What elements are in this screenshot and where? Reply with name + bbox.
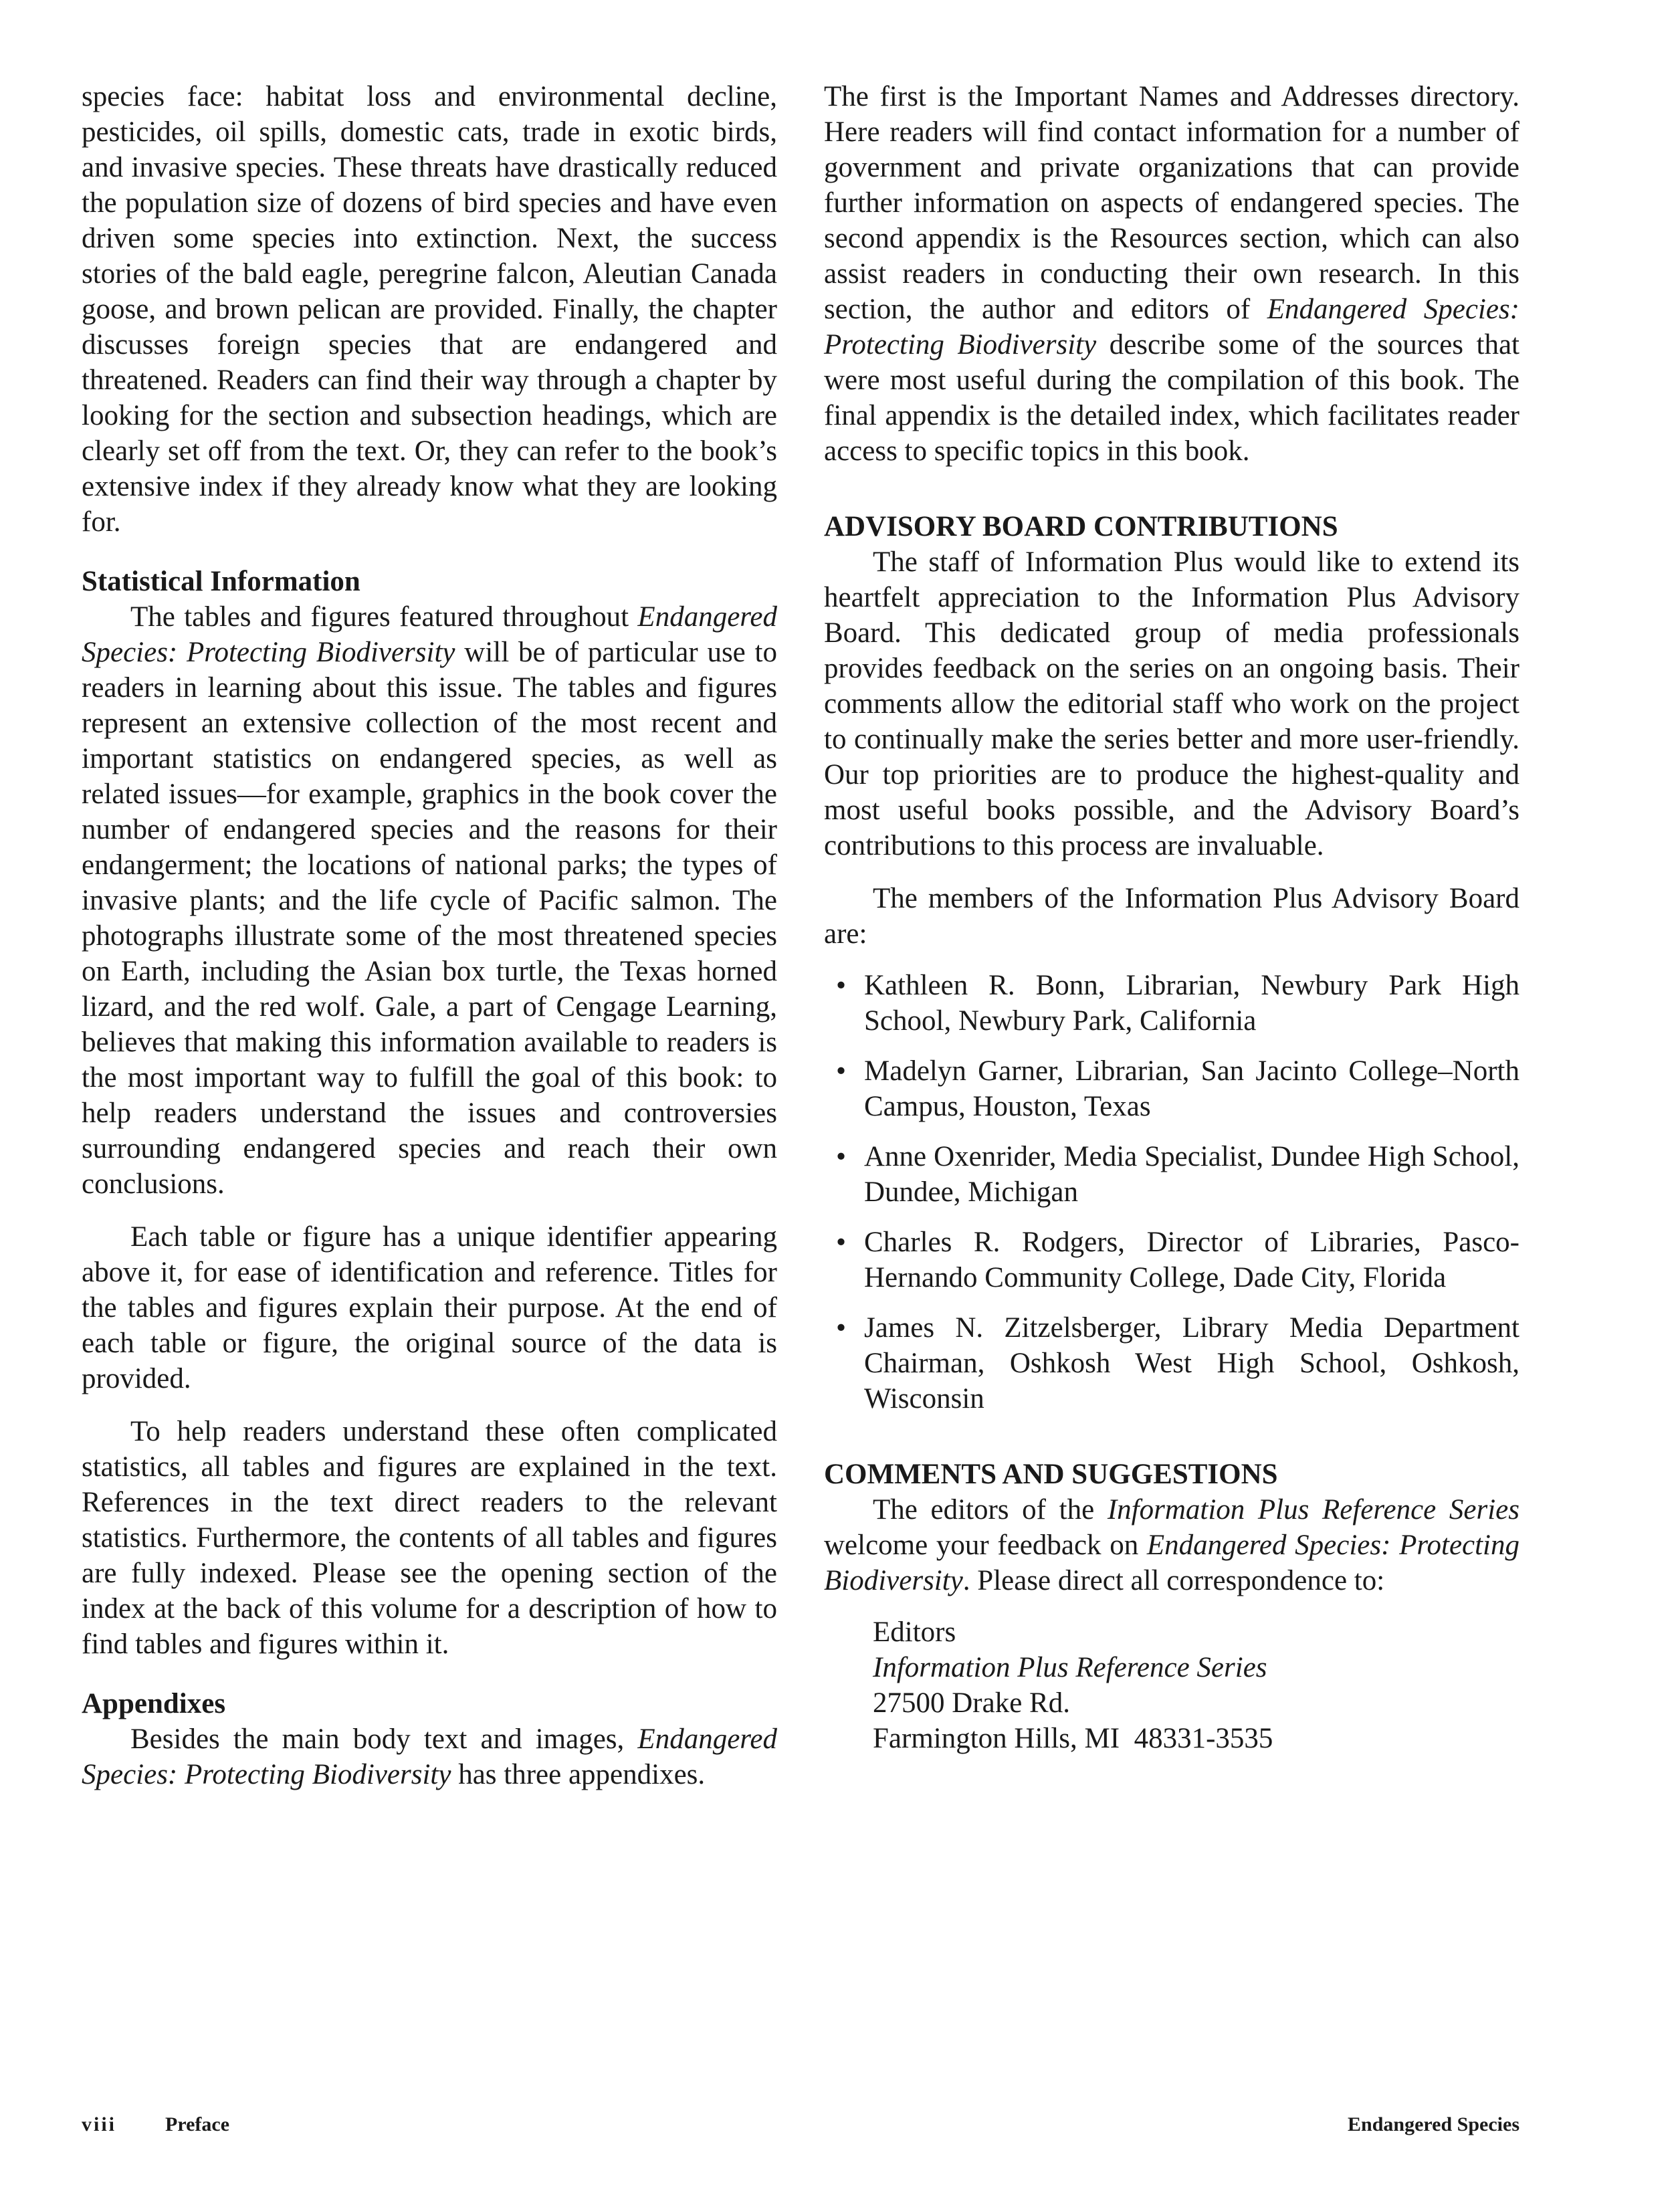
bullet: • (836, 1312, 847, 1344)
series-title-italic: Information Plus Reference Series (873, 1652, 1267, 1683)
address-line (873, 1650, 1519, 1685)
intro-paragraph: species face: habitat loss and environmental decline, pesticides, oil spills, domestic cats, trade in exotic birds, and invasive species. These threats have drastically reduced the population size of dozens of bird species and have even driven some species into extinction. Next, the success stories of the bald eagle, peregrine falcon, Aleutian Canada goose, and brown pelican are provided. Finally, the chapter discusses foreign species that are endangered and threatened. Readers can find their way through a chapter by looking for the section and subsection headings, which are clearly set off from the text. Or, they can refer to the book’s extensive index if they already know what they are looking for. (82, 81, 777, 538)
statistical-paragraph-2: Each table or figure has a unique identifier appearing above it, for ease of identification and reference. Titles for the tables and figures explain their purpose. At the end of each table or figure, the original source of the data is provided. (82, 1221, 777, 1394)
appendixes-heading: Appendixes (82, 1688, 226, 1719)
list-item (824, 1053, 1519, 1124)
member-text: Madelyn Garner, Librarian, San Jacinto College–North Campus, Houston, Texas (864, 1055, 1519, 1122)
advisory-members-list (824, 968, 1519, 1416)
page-number: viii (82, 2113, 117, 2135)
bullet: • (836, 1141, 847, 1172)
mailing-address (873, 1614, 1519, 1756)
series-title-italic: Information Plus Reference Series (1107, 1494, 1519, 1526)
right-column (824, 79, 1519, 1756)
address-line: 27500 Drake Rd. (873, 1687, 1070, 1719)
statistical-paragraph-1 (82, 599, 777, 1202)
bullet: • (836, 970, 847, 1001)
text-run: The tables and figures featured throughout (130, 601, 638, 633)
list-item (824, 968, 1519, 1039)
advisory-paragraph-1: The staff of Information Plus would like to extend its heartfelt appreciation to the Information Plus Advisory Board. This dedicated group of media professionals provides feedback on the series on an ongoing basis. Their comments allow the editorial staff who work on the project to continually make the series better and more user-friendly. Our top priorities are to produce the highest-quality and most useful books possible, and the Advisory Board’s contributions to this process are invaluable. (824, 546, 1519, 861)
comments-paragraph (824, 1492, 1519, 1598)
member-text: Charles R. Rodgers, Director of Libraries, Pasco-Hernando Community College, Dade City, Florida (864, 1227, 1519, 1293)
address-line: Editors (873, 1616, 956, 1648)
appendix-description-paragraph (824, 79, 1519, 469)
left-column (82, 79, 777, 1792)
statistical-information-heading: Statistical Information (82, 566, 360, 597)
member-text: Kathleen R. Bonn, Librarian, Newbury Park High School, Newbury Park, California (864, 970, 1519, 1037)
member-text: Anne Oxenrider, Media Specialist, Dundee High School, Dundee, Michigan (864, 1141, 1519, 1208)
advisory-board-heading: ADVISORY BOARD CONTRIBUTIONS (824, 511, 1338, 542)
text-run: The editors of the (873, 1494, 1108, 1526)
bullet: • (836, 1055, 847, 1087)
text-run: . Please direct all correspondence to: (962, 1565, 1385, 1596)
running-section-title: Preface (165, 2113, 230, 2135)
text-run: has three appendixes. (451, 1759, 706, 1790)
book-title-italic: Endangered Species: Protecting Biodiversity (824, 294, 1519, 360)
book-title-italic: Endangered Species: Protecting Biodiversity (82, 601, 777, 668)
text-run: will be of particular use to readers in learning about this issue. The tables and figures represent an extensive collection of the most recent and important statistics on endangered species, as well as related issues—for example, graphics in the book cover the number of endangered species and the reasons for their endangerment; the locations of national parks; the types of invasive plants; and the life cycle of Pacific salmon. The photographs illustrate some of the most threatened species on Earth, including the Asian box turtle, the Texas horned lizard, and the red wolf. Gale, a part of Cengage Learning, believes that making this information available to readers is the most important way to fulfill the goal of this book: to help readers understand the issues and controversies surrounding endangered species and reach their own conclusions. (82, 637, 777, 1200)
list-item (824, 1139, 1519, 1210)
advisory-paragraph-2: The members of the Information Plus Advisory Board are: (824, 883, 1519, 950)
text-run: The first is the Important Names and Addresses directory. Here readers will find contact information for a number of government and private organizations that can provide further information on aspects of endangered species. The second appendix is the Resources section, which can also assist readers in conducting their own research. In this section, the author and editors of (824, 81, 1519, 325)
list-item (824, 1310, 1519, 1416)
member-text: James N. Zitzelsberger, Library Media Department Chairman, Oshkosh West High School, Oshkosh, Wisconsin (864, 1312, 1519, 1414)
address-line: Farmington Hills, MI 48331-3535 (873, 1723, 1273, 1754)
book-title-italic: Endangered Species: Protecting Biodiversity (82, 1723, 777, 1790)
text-run: welcome your feedback on (824, 1530, 1147, 1561)
bullet: • (836, 1227, 847, 1258)
text-run: describe some of the sources that were most useful during the compilation of this book. The final appendix is the detailed index, which facilitates reader access to specific topics in this book. (824, 329, 1520, 467)
list-item (824, 1225, 1519, 1295)
book-title-italic: Endangered Species: Protecting Biodiversity (824, 1530, 1520, 1596)
statistical-paragraph-3: To help readers understand these often complicated statistics, all tables and figures are explained in the text. References in the text direct readers to the relevant statistics. Furthermore, the contents of all tables and figures are fully indexed. Please see the opening section of the index at the back of this volume for a description of how to find tables and figures within it. (82, 1416, 777, 1660)
text-run: Besides the main body text and images, (130, 1723, 638, 1755)
appendixes-paragraph (82, 1721, 777, 1792)
comments-heading: COMMENTS AND SUGGESTIONS (824, 1459, 1278, 1490)
running-book-title: Endangered Species (1348, 2113, 1519, 2135)
